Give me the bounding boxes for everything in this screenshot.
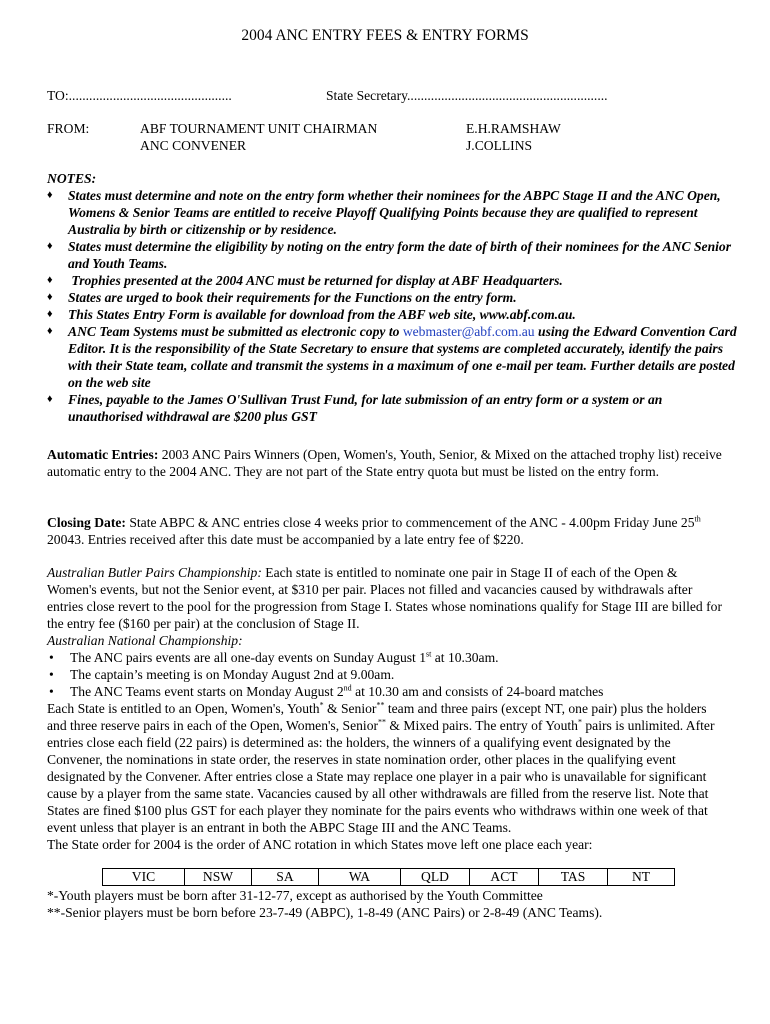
bullet-dot-icon: • <box>49 667 54 682</box>
diamond-bullet-icon: ♦ <box>47 393 53 405</box>
automatic-entries-paragraph: Automatic Entries: 2003 ANC Pairs Winners (Open, Women's, Youth, Senior, & Mixed on the attached trophy list) receive automatic entry to the 2004 ANC. They are not part of the State entry quota but must be listed on the entry form. <box>47 447 722 479</box>
state-secretary-field: State Secretary........................................................... <box>326 88 608 103</box>
note-item: ♦ States are urged to book their requirements for the Functions on the entry form. <box>47 290 517 305</box>
state-order-intro: The State order for 2004 is the order of ANC rotation in which States move left one place each year: <box>47 837 593 852</box>
butler-pairs-paragraph: Australian Butler Pairs Championship: Each state is entitled to nominate one pair in Stage II of each of the Open & Women's events, but not the Senior event, at $310 per pair. Places not filled and vacancies caused by withdrawals after entries close revert to the pool for the progression from Stage I. States whose nominations qualify for Stage III are billed for the entry fee ($160 per pair) at the conclusion of Stage II. <box>47 565 722 631</box>
footnote-senior: **-Senior players must be born before 23-7-49 (ABPC), 1-8-49 (ANC Pairs) or 2-8-49 (ANC Teams). <box>47 905 603 920</box>
diamond-bullet-icon: ♦ <box>47 291 53 303</box>
national-bullet-item: • The captain’s meeting is on Monday August 2nd at 9.00am. <box>49 667 395 682</box>
note-item: ♦ Trophies presented at the 2004 ANC must be returned for display at ABF Headquarters. <box>47 273 563 288</box>
from-role: ABF TOURNAMENT UNIT CHAIRMAN <box>140 121 378 136</box>
national-heading: Australian National Championship: <box>47 633 243 648</box>
national-bullet-item: • The ANC Teams event starts on Monday August 2nd at 10.30 am and consists of 24-board matches <box>49 683 604 699</box>
note-item: ♦ ANC Team Systems must be submitted as electronic copy to webmaster@abf.com.au using the Edward Convention Card Editor. It is the responsibility of the State Secretary to ensure that systems are completed accurately, identify the pairs with their State team, collate and transmit the systems in a maximum of one e-mail per team. Further details are posted on the web site <box>47 324 737 390</box>
notes-list <box>47 187 737 425</box>
page-title: 2004 ANC ENTRY FEES & ENTRY FORMS <box>241 27 529 44</box>
national-bullets <box>47 649 722 700</box>
state-cell: QLD <box>401 869 470 886</box>
note-item: ♦ This States Entry Form is available for download from the ABF web site, www.abf.com.au. <box>47 307 576 322</box>
closing-date-paragraph: Closing Date: State ABPC & ANC entries close 4 weeks prior to commencement of the ANC - 4.00pm Friday June 25th 20043. Entries received after this date must be accompanied by a late entry fee of $220. <box>47 514 701 547</box>
diamond-bullet-icon: ♦ <box>47 189 53 201</box>
from-name: J.COLLINS <box>466 138 533 153</box>
diamond-bullet-icon: ♦ <box>47 240 53 252</box>
state-cell: NT <box>608 869 675 886</box>
diamond-bullet-icon: ♦ <box>47 308 53 320</box>
bullet-dot-icon: • <box>49 650 54 665</box>
national-entitlements-paragraph: Each State is entitled to an Open, Women's, Youth* & Senior** team and three pairs (except NT, one pair) plus the holders and three reserve pairs in each of the Open, Women's, Senior** & Mixed pairs. The entry of Youth* pairs is unlimited. After entries close each field (22 pairs) is determined as: the holders, the winners of a qualifying event designated by the Convener, the nominations in state order, the reserves in state nomination order, other places in the qualifying event designated by the Convener. After entries close a State may replace one player in a pair who is unavailable for significant cause by a player from the same state. Vacancies caused by all other withdrawals are filled from the reserve list. Note that States are fined $100 plus GST for each player they nominate for the pairs events who withdraws within one week of that event unless that player is an entrant in both the ABPC Stage III and the ANC Teams. <box>47 700 715 835</box>
to-field: TO:................................................ <box>47 88 232 103</box>
state-cell: NSW <box>185 869 252 886</box>
from-label: FROM: <box>47 121 90 136</box>
diamond-bullet-icon: ♦ <box>47 274 53 286</box>
national-bullet-item: • The ANC pairs events are all one-day events on Sunday August 1st at 10.30am. <box>49 649 499 665</box>
diamond-bullet-icon: ♦ <box>47 325 53 337</box>
state-cell: VIC <box>103 869 185 886</box>
from-role: ANC CONVENER <box>140 138 247 153</box>
national-championship-section <box>47 632 722 853</box>
state-cell: WA <box>319 869 401 886</box>
webmaster-email-link[interactable]: webmaster@abf.com.au <box>402 324 535 339</box>
state-cell: SA <box>252 869 319 886</box>
state-order-table <box>102 868 675 886</box>
from-name: E.H.RAMSHAW <box>466 121 561 136</box>
state-cell: ACT <box>470 869 539 886</box>
table-row <box>103 869 675 886</box>
note-item: ♦ Fines, payable to the James O'Sullivan Trust Fund, for late submission of an entry form or a system or an unauthorised withdrawal are $200 plus GST <box>47 392 663 424</box>
footnote-youth: *-Youth players must be born after 31-12-77, except as authorised by the Youth Committee <box>47 888 543 903</box>
closing-date-label: Closing Date: <box>47 515 126 530</box>
automatic-entries-label: Automatic Entries: <box>47 447 159 462</box>
butler-heading: Australian Butler Pairs Championship: <box>47 565 262 580</box>
note-item: ♦ States must determine the eligibility by noting on the entry form the date of birth of their nominees for the ANC Senior and Youth Teams. <box>47 239 731 271</box>
bullet-dot-icon: • <box>49 684 54 699</box>
state-cell: TAS <box>539 869 608 886</box>
notes-heading: NOTES: <box>47 171 97 186</box>
note-item: ♦ States must determine and note on the entry form whether their nominees for the ABPC Stage II and the ANC Open, Womens & Senior Teams are entitled to receive Playoff Qualifying Points because they are qualified to represent Australia by birth or citizenship or by residence. <box>47 188 721 237</box>
